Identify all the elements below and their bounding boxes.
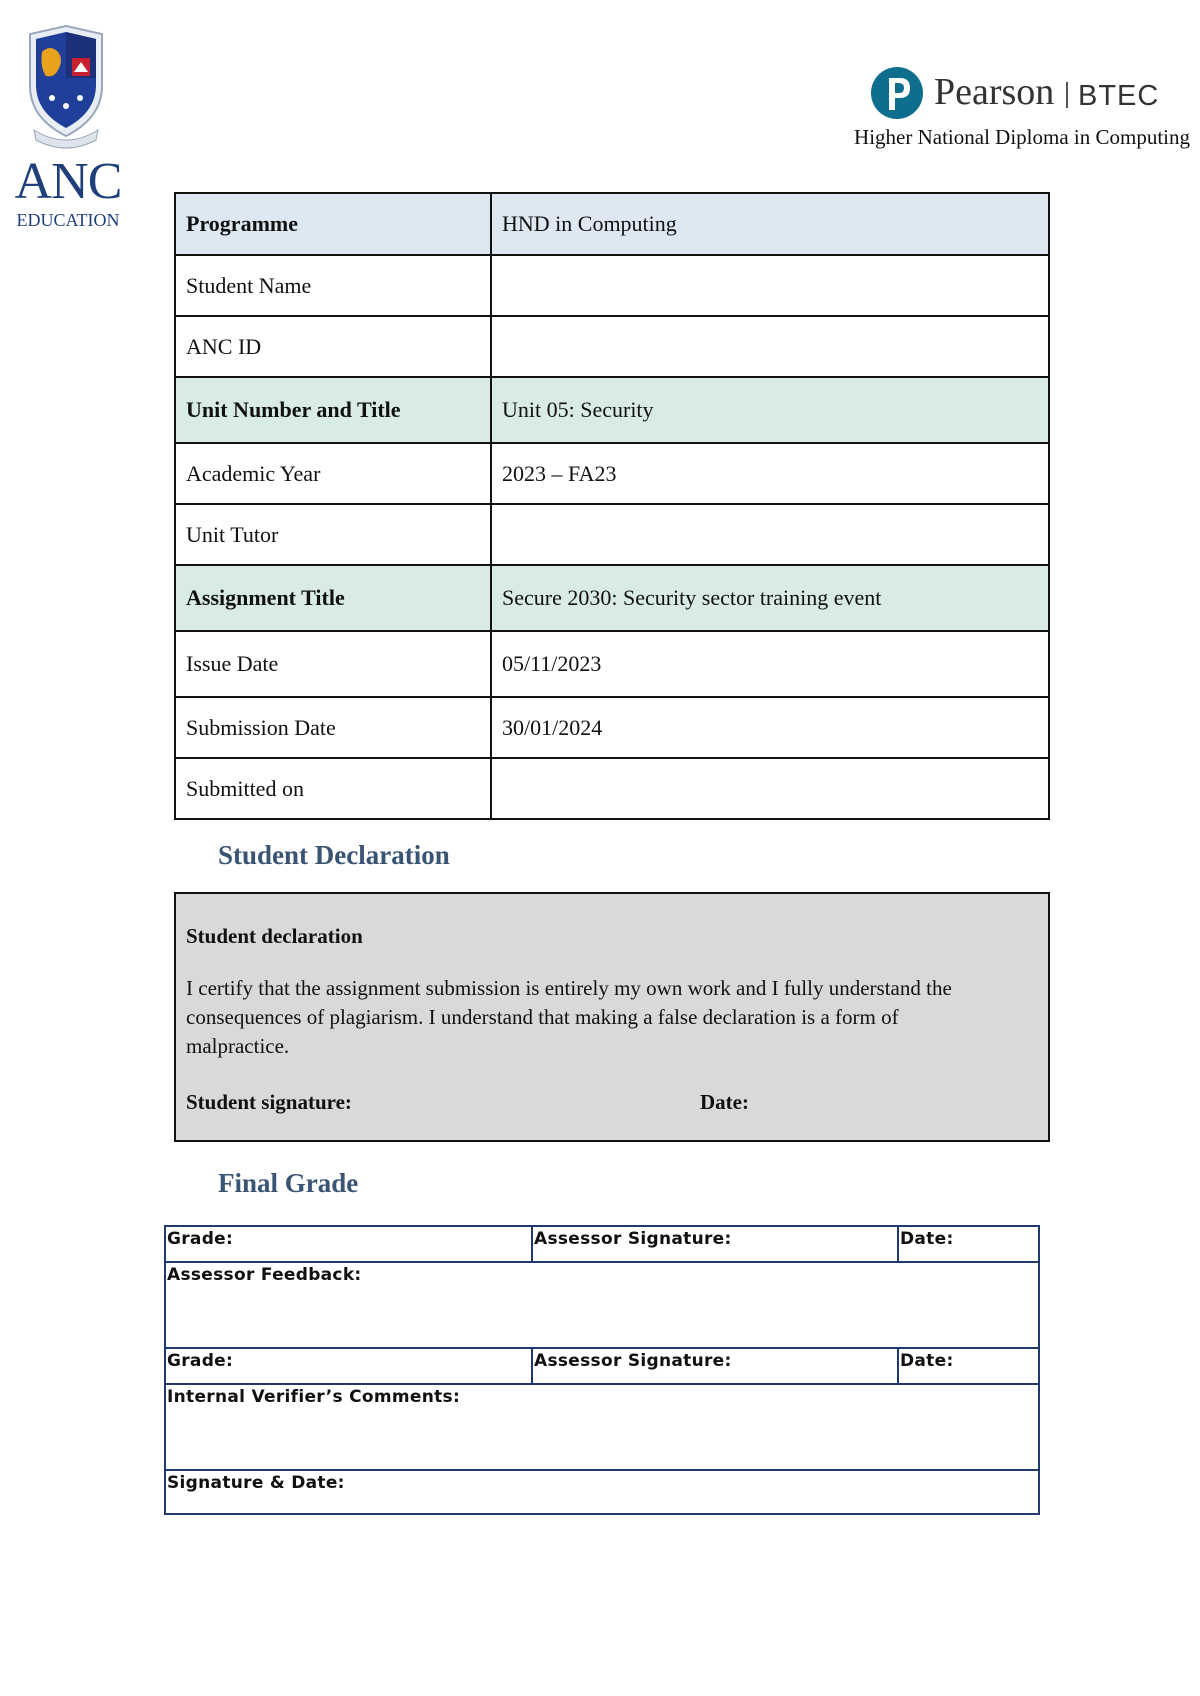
info-row-issue-date <box>175 631 1049 697</box>
info-row-submission-date <box>175 697 1049 758</box>
pearson-logo <box>830 66 1200 156</box>
anc-logo <box>10 22 122 232</box>
info-row-programme <box>175 193 1049 255</box>
info-label: Submission Date <box>175 697 491 758</box>
info-value: 2023 – FA23 <box>491 443 1049 504</box>
grade-label: Grade: <box>165 1226 532 1262</box>
info-label: Issue Date <box>175 631 491 697</box>
info-label: Programme <box>175 193 491 255</box>
info-value: HND in Computing <box>491 193 1049 255</box>
signature-date-row <box>165 1470 1039 1514</box>
info-label: Academic Year <box>175 443 491 504</box>
iv-comments-label: Internal Verifier’s Comments: <box>165 1384 1039 1470</box>
grade-date-label-2: Date: <box>898 1348 1039 1384</box>
student-declaration-title: Student Declaration <box>218 840 450 870</box>
assessor-feedback-label: Assessor Feedback: <box>165 1262 1039 1348</box>
assignment-info-table <box>174 192 1050 820</box>
info-row-assignment-title <box>175 565 1049 631</box>
grade-date-label: Date: <box>898 1226 1039 1262</box>
info-value <box>491 758 1049 819</box>
info-value <box>491 255 1049 316</box>
info-row-unit-tutor <box>175 504 1049 565</box>
anc-crest-icon <box>24 22 108 152</box>
final-grade-table <box>164 1225 1040 1515</box>
info-value <box>491 316 1049 377</box>
info-row-submitted-on <box>175 758 1049 819</box>
info-row-student-name <box>175 255 1049 316</box>
grade-label-2: Grade: <box>165 1348 532 1384</box>
assessor-signature-label: Assessor Signature: <box>532 1226 898 1262</box>
anc-wordmark: ANC <box>14 153 122 210</box>
assessor-signature-label-2: Assessor Signature: <box>532 1348 898 1384</box>
declaration-heading: Student declaration <box>186 924 363 948</box>
declaration-date-label: Date: <box>700 1090 749 1114</box>
info-row-academic-year <box>175 443 1049 504</box>
pearson-subtitle: Higher National Diploma in Computing <box>854 125 1190 149</box>
assessor-feedback-row <box>165 1262 1039 1348</box>
pearson-wordmark: Pearson <box>934 71 1055 113</box>
info-value: Secure 2030: Security sector training event <box>491 565 1049 631</box>
info-row-anc-id <box>175 316 1049 377</box>
student-declaration-box <box>174 892 1050 1142</box>
declaration-text: I certify that the assignment submission is entirely my own work and I fully understand the consequences of plagiarism. I understand that making a false declaration is a form of malpractice. <box>186 976 952 1058</box>
info-label: Submitted on <box>175 758 491 819</box>
info-value <box>491 504 1049 565</box>
info-value: 30/01/2024 <box>491 697 1049 758</box>
pearson-btec: BTEC <box>1078 80 1160 112</box>
signature-date-label: Signature & Date: <box>165 1470 1039 1514</box>
student-signature-label: Student signature: <box>186 1090 352 1114</box>
info-value: 05/11/2023 <box>491 631 1049 697</box>
iv-comments-row <box>165 1384 1039 1470</box>
pearson-p-icon <box>870 66 924 120</box>
info-label: ANC ID <box>175 316 491 377</box>
final-grade-title: Final Grade <box>218 1168 359 1198</box>
info-row-unit <box>175 377 1049 443</box>
pearson-divider <box>1066 82 1068 108</box>
info-label: Assignment Title <box>175 565 491 631</box>
grade-row-2 <box>165 1348 1039 1384</box>
info-label: Unit Tutor <box>175 504 491 565</box>
anc-subtitle: EDUCATION <box>16 210 120 230</box>
info-label: Student Name <box>175 255 491 316</box>
info-label: Unit Number and Title <box>175 377 491 443</box>
grade-row <box>165 1226 1039 1262</box>
info-value: Unit 05: Security <box>491 377 1049 443</box>
